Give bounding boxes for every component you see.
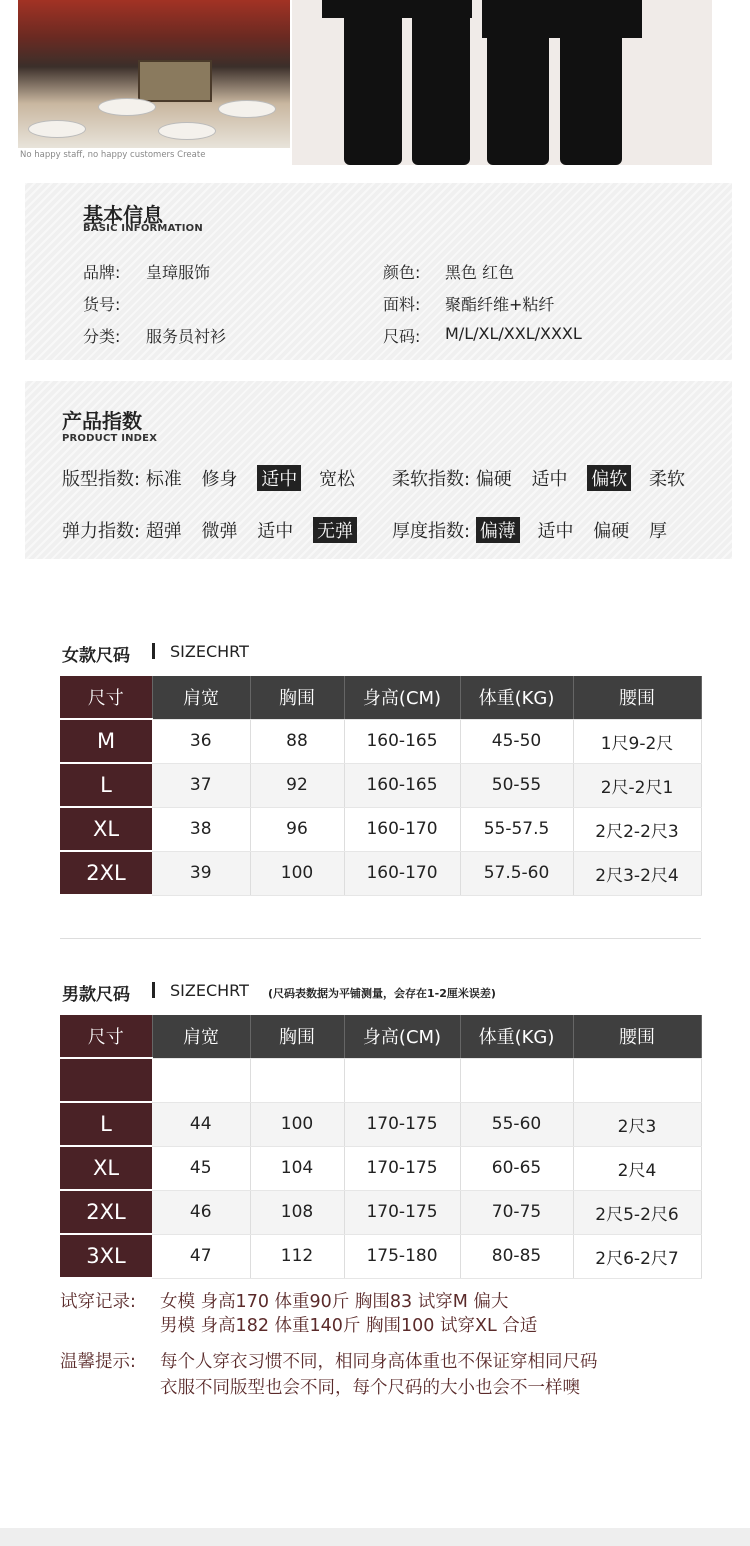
table-cell: 92 (250, 763, 344, 807)
model-legs-photo (292, 0, 712, 165)
fabric-label: 面料: (383, 295, 421, 314)
table-cell: 44 (152, 1102, 250, 1146)
category-value: 服务员衬衫 (146, 327, 227, 346)
softness-index-label: 柔软指数: (392, 469, 471, 490)
size-cell: L (60, 763, 152, 807)
table-cell: 2尺6-2尺7 (573, 1234, 701, 1278)
table-cell: 2尺5-2尺6 (573, 1190, 701, 1234)
table-cell: 170-175 (344, 1146, 460, 1190)
trial-line: 男模 身高182 体重140斤 胸围100 试穿XL 合适 (160, 1316, 538, 1336)
fit-index-label: 版型指数: (62, 469, 141, 490)
table-row (60, 719, 701, 763)
size-cell: 3XL (60, 1234, 152, 1278)
table-cell: 170-175 (344, 1190, 460, 1234)
men-size-en: SIZECHRT (170, 981, 249, 1000)
size-cell: XL (60, 807, 152, 851)
softness-index-row (392, 465, 699, 491)
table-cell (250, 1058, 344, 1102)
men-size-title: 男款尺码 (62, 985, 130, 1005)
table-cell: 60-65 (460, 1146, 573, 1190)
table-cell: 80-85 (460, 1234, 573, 1278)
thickness-index-label: 厚度指数: (392, 521, 471, 542)
table-cell: 2尺2-2尺3 (573, 807, 701, 851)
item-no-label: 货号: (83, 295, 121, 314)
size-cell: 2XL (60, 851, 152, 895)
table-cell: 57.5-60 (460, 851, 573, 895)
header-cell: 尺寸 (60, 1015, 152, 1058)
elasticity-option: 微弹 (201, 521, 238, 542)
elasticity-option: 超弹 (145, 521, 182, 542)
women-size-en: SIZECHRT (170, 642, 249, 661)
product-index-panel (25, 381, 732, 559)
thickness-option: 适中 (537, 521, 574, 542)
table-row (60, 851, 701, 895)
table-cell: 70-75 (460, 1190, 573, 1234)
brand-label: 品牌: (83, 263, 121, 282)
brand-value: 皇璋服饰 (146, 263, 211, 282)
table-row (60, 1146, 701, 1190)
table-cell: 46 (152, 1190, 250, 1234)
women-size-table (60, 676, 702, 896)
table-cell: 175-180 (344, 1234, 460, 1278)
table-cell: 2尺-2尺1 (573, 763, 701, 807)
table-cell: 160-165 (344, 719, 460, 763)
title-separator (152, 982, 155, 998)
header-cell: 肩宽 (152, 676, 250, 719)
softness-option: 柔软 (649, 469, 686, 490)
tip-line: 每个人穿衣习惯不同，相同身高体重也不保证穿相同尺码 (160, 1352, 598, 1372)
header-cell: 腰围 (573, 676, 701, 719)
table-row (60, 807, 701, 851)
elasticity-option: 适中 (257, 521, 294, 542)
table-header-row (60, 1015, 701, 1058)
header-cell: 腰围 (573, 1015, 701, 1058)
table-cell: 160-165 (344, 763, 460, 807)
table-header-row (60, 676, 701, 719)
size-cell: XL (60, 1146, 152, 1190)
title-separator (152, 643, 155, 659)
table-cell: 39 (152, 851, 250, 895)
trial-line: 女模 身高170 体重90斤 胸围83 试穿M 偏大 (160, 1292, 509, 1312)
table-cell: 2尺3-2尺4 (573, 851, 701, 895)
header-cell: 尺寸 (60, 676, 152, 719)
fit-option: 修身 (201, 469, 238, 490)
color-label: 颜色: (383, 263, 421, 282)
table-cell: 55-60 (460, 1102, 573, 1146)
fit-option: 宽松 (319, 469, 356, 490)
header-cell: 身高(CM) (344, 676, 460, 719)
table-cell: 2尺3 (573, 1102, 701, 1146)
table-cell: 100 (250, 851, 344, 895)
table-cell: 108 (250, 1190, 344, 1234)
table-cell: 50-55 (460, 763, 573, 807)
elasticity-option-selected: 无弹 (313, 517, 357, 543)
thickness-option: 偏硬 (593, 521, 630, 542)
table-cell (460, 1058, 573, 1102)
table-cell (344, 1058, 460, 1102)
header-cell: 体重(KG) (460, 676, 573, 719)
basic-info-subtitle: BASIC INFORMATION (83, 223, 203, 234)
size-cell: L (60, 1102, 152, 1146)
fit-option-selected: 适中 (257, 465, 301, 491)
header-cell: 身高(CM) (344, 1015, 460, 1058)
table-cell: 160-170 (344, 807, 460, 851)
size-label: 尺码: (383, 327, 421, 346)
men-size-note: (尺码表数据为平铺测量，会存在1-2厘米误差) (268, 987, 496, 1000)
size-cell: 2XL (60, 1190, 152, 1234)
thickness-option-selected: 偏薄 (476, 517, 520, 543)
elasticity-index-row (62, 517, 369, 543)
category-label: 分类: (83, 327, 121, 346)
softness-option: 偏硬 (475, 469, 512, 490)
header-cell: 体重(KG) (460, 1015, 573, 1058)
table-cell: 45 (152, 1146, 250, 1190)
product-index-subtitle: PRODUCT INDEX (62, 433, 158, 444)
elasticity-index-label: 弹力指数: (62, 521, 141, 542)
size-cell: M (60, 719, 152, 763)
restaurant-photo (18, 0, 290, 148)
table-cell (152, 1058, 250, 1102)
table-cell: 2尺4 (573, 1146, 701, 1190)
table-cell: 38 (152, 807, 250, 851)
header-cell: 胸围 (250, 1015, 344, 1058)
table-row (60, 1058, 701, 1102)
fit-index-row (62, 465, 369, 491)
table-cell: 45-50 (460, 719, 573, 763)
thickness-index-row (392, 517, 681, 543)
color-value: 黑色 红色 (445, 263, 515, 282)
table-cell: 112 (250, 1234, 344, 1278)
table-cell: 170-175 (344, 1102, 460, 1146)
thickness-option: 厚 (649, 521, 668, 542)
table-cell: 160-170 (344, 851, 460, 895)
basic-info-title: 基本信息 (83, 203, 163, 227)
size-value: M/L/XL/XXL/XXXL (445, 324, 582, 343)
table-cell: 1尺9-2尺 (573, 719, 701, 763)
fit-option: 标准 (145, 469, 182, 490)
men-size-table (60, 1015, 702, 1279)
table-row (60, 1102, 701, 1146)
table-cell: 96 (250, 807, 344, 851)
header-cell: 肩宽 (152, 1015, 250, 1058)
table-cell (573, 1058, 701, 1102)
bottom-strip (0, 1528, 750, 1546)
table-cell: 55-57.5 (460, 807, 573, 851)
basic-info-panel (25, 183, 732, 360)
tip-line: 衣服不同版型也会不同，每个尺码的大小也会不一样噢 (160, 1378, 580, 1398)
table-row (60, 763, 701, 807)
softness-option: 适中 (531, 469, 568, 490)
header-cell: 胸围 (250, 676, 344, 719)
table-cell: 37 (152, 763, 250, 807)
table-cell: 88 (250, 719, 344, 763)
table-cell: 47 (152, 1234, 250, 1278)
tip-label: 温馨提示: (60, 1352, 136, 1372)
section-divider (60, 938, 701, 939)
table-cell: 100 (250, 1102, 344, 1146)
table-row (60, 1190, 701, 1234)
table-cell: 104 (250, 1146, 344, 1190)
fabric-value: 聚酯纤维+粘纤 (445, 295, 555, 314)
table-cell: 36 (152, 719, 250, 763)
product-index-title: 产品指数 (62, 409, 142, 433)
trial-label: 试穿记录: (60, 1292, 136, 1312)
size-cell (60, 1058, 152, 1102)
table-row (60, 1234, 701, 1278)
women-size-title: 女款尺码 (62, 646, 130, 666)
softness-option-selected: 偏软 (587, 465, 631, 491)
photo-caption: No happy staff, no happy customers Create (20, 150, 206, 160)
